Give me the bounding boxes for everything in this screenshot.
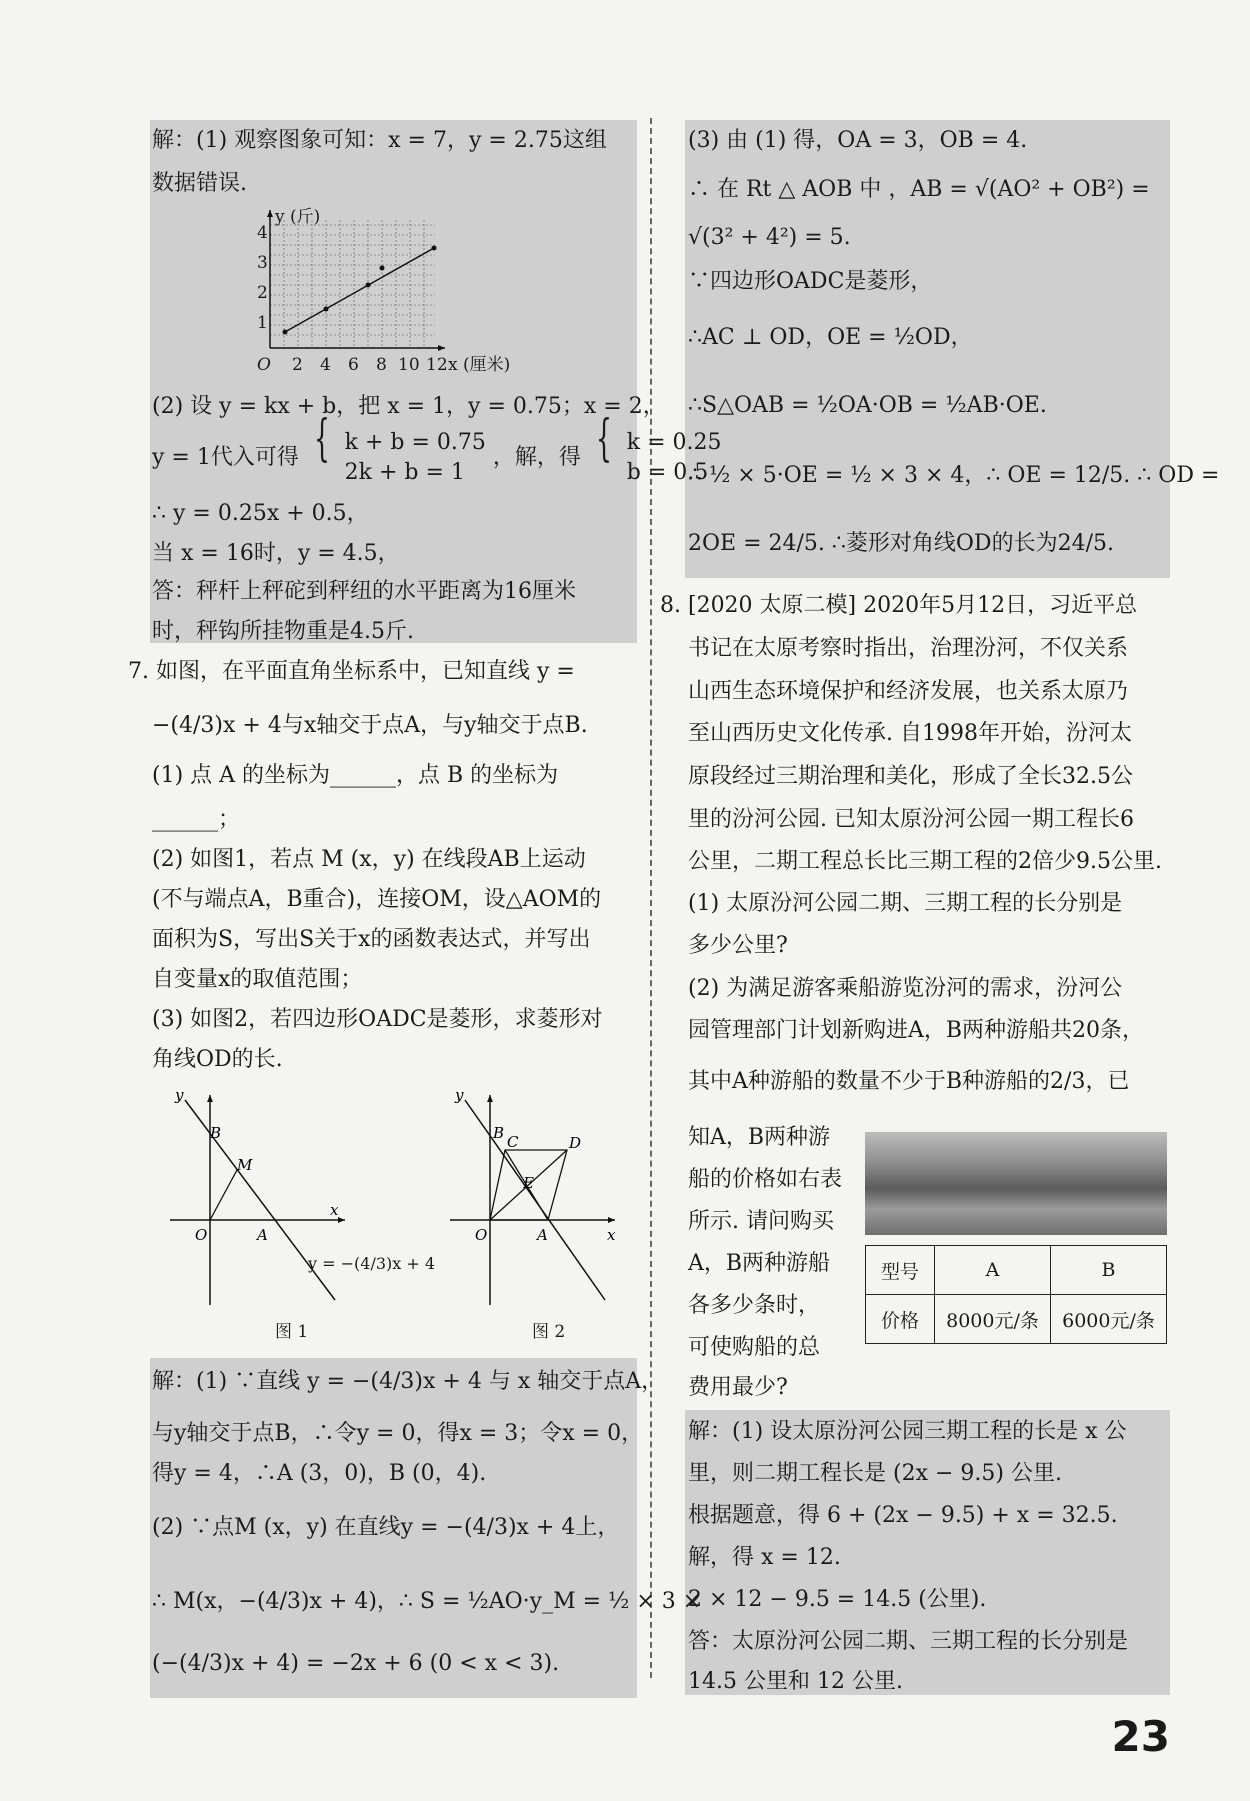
q8-line5: 原段经过三期治理和美化，形成了全长32.5公 [688, 764, 1133, 789]
sol7c-line6: ∴S△OAB = ½OA·OB = ½AB·OE. [688, 393, 1047, 418]
sol8-line4: 解，得 x = 12. [688, 1545, 841, 1570]
q8-line14: 船的价格如右表 [688, 1167, 843, 1192]
graph6-xtick-6: 6 [348, 355, 359, 375]
graph6-xtick-12: 12 [426, 355, 448, 375]
sol8-line6: 答：太原汾河公园二期、三期工程的长分别是 [688, 1629, 1129, 1654]
graph6-xtick-2: 2 [292, 355, 303, 375]
figure2 [445, 1090, 645, 1320]
graph6-ylabel: y (斤) [275, 207, 321, 227]
svg-text:y: y [175, 1090, 184, 1104]
q8-line7: 公里，二期工程总长比三期工程的2倍少9.5公里. [688, 849, 1162, 874]
table-header-b: B [1051, 1246, 1167, 1295]
q8-line19: 费用最少? [688, 1375, 788, 1400]
svg-text:A: A [537, 1226, 548, 1244]
sol6-line4a: y = 1代入可得 [152, 445, 299, 470]
q8-line17: 各多少条时， [688, 1293, 821, 1318]
table-row [866, 1295, 1167, 1344]
q8-line4: 至山西历史文化传承. 自1998年开始，汾河太 [688, 721, 1132, 746]
sol6-line7: 答：秤杆上秤砣到秤纽的水平距离为16厘米 [152, 579, 576, 604]
river-photo [865, 1132, 1167, 1235]
sol7-line2: 与y轴交于点B，∴令y = 0，得x = 3；令x = 0， [152, 1421, 644, 1446]
sol7c-line5: ∴AC ⊥ OD，OE = ½OD， [688, 325, 973, 350]
sol7-line1: 解：(1) ∵直线 y = −(4/3)x + 4 与 x 轴交于点A， [152, 1369, 664, 1394]
system2-brace: { [595, 409, 612, 467]
svg-text:O: O [475, 1226, 488, 1244]
graph6-ytick-1: 1 [257, 313, 268, 333]
figure1-caption: 图 1 [275, 1322, 309, 1342]
sol7-line5: ∴ M(x，−(4/3)x + 4)，∴ S = ½AO·y_M = ½ × 3 × [152, 1589, 702, 1614]
q7-line2: −(4/3)x + 4与x轴交于点A，与y轴交于点B. [152, 713, 588, 738]
q7-line6: (不与端点A，B重合)，连接OM，设△AOM的 [152, 887, 602, 912]
system1-brace: { [313, 409, 330, 467]
sol6-line1: 解：(1) 观察图象可知：x = 7，y = 2.75这组 [152, 128, 607, 153]
sol8-line5: 2 × 12 − 9.5 = 14.5 (公里). [688, 1587, 987, 1612]
system1 [345, 428, 486, 488]
svg-text:C: C [507, 1133, 519, 1151]
table-cell-price-b: 6000元/条 [1051, 1295, 1167, 1344]
q8-line3: 山西生态环境保护和经济发展，也关系太原乃 [688, 679, 1129, 704]
sol7c-line1: (3) 由 (1) 得，OA = 3，OB = 4. [688, 128, 1028, 153]
sol6-line5: ∴ y = 0.25x + 0.5， [152, 501, 369, 526]
graph6-origin: O [257, 355, 271, 375]
sol7-line3: 得y = 4，∴A (3，0)，B (0，4). [152, 1461, 487, 1486]
graph6-xlabel: x (厘米) [448, 355, 511, 375]
svg-text:O: O [195, 1226, 208, 1244]
q7-line3: (1) 点 A 的坐标为______，点 B 的坐标为 [152, 763, 559, 788]
q8-line8: (1) 太原汾河公园二期、三期工程的长分别是 [688, 891, 1123, 916]
graph6-xtick-4: 4 [320, 355, 331, 375]
q7-line7: 面积为S，写出S关于x的函数表达式，并写出 [152, 927, 591, 952]
graph6-ytick-3: 3 [257, 253, 268, 273]
graph6-ytick-4: 4 [257, 223, 268, 243]
table-header-a: A [935, 1246, 1051, 1295]
svg-text:B: B [210, 1124, 222, 1142]
q7-line5: (2) 如图1，若点 M (x，y) 在线段AB上运动 [152, 847, 586, 872]
q8-line16: A，B两种游船 [688, 1251, 831, 1276]
sol6-line4b: ，解，得 [492, 445, 581, 470]
q8-line12: 其中A种游船的数量不少于B种游船的2/3，已 [688, 1069, 1130, 1094]
graph6-xtick-10: 10 [398, 355, 420, 375]
system2-eq1: k = 0.25 [626, 430, 722, 455]
figure2-caption: 图 2 [532, 1322, 566, 1342]
graph6-ytick-2: 2 [257, 283, 268, 303]
q8-line13: 知A，B两种游 [688, 1125, 831, 1150]
table-cell-price-a: 8000元/条 [935, 1295, 1051, 1344]
sol6-line4 [152, 409, 722, 490]
q8-line18: 可使购船的总 [688, 1335, 821, 1360]
svg-text:x: x [330, 1201, 339, 1219]
sol8-line7: 14.5 公里和 12 公里. [688, 1669, 903, 1694]
sol7-line4: (2) ∵点M (x，y) 在直线y = −(4/3)x + 4上， [152, 1515, 620, 1540]
q8-line11: 园管理部门计划新购进A，B两种游船共20条， [688, 1018, 1145, 1043]
svg-text:B: B [493, 1124, 505, 1142]
system2-eq2: b = 0.5 [626, 460, 709, 485]
column-divider [650, 118, 652, 1678]
q7-line1: 7. 如图，在平面直角坐标系中，已知直线 y = [128, 659, 575, 684]
sol6-line2: 数据错误. [152, 171, 247, 196]
table-row [866, 1246, 1167, 1295]
svg-text:A: A [257, 1226, 268, 1244]
table-header-model: 型号 [866, 1246, 935, 1295]
q7-line4: ______； [152, 807, 241, 832]
svg-text:y: y [455, 1090, 464, 1104]
sol7c-line3: √(3² + 4²) = 5. [688, 225, 851, 250]
svg-text:M: M [237, 1156, 253, 1174]
svg-text:D: D [569, 1134, 582, 1152]
table-cell-price-label: 价格 [866, 1295, 935, 1344]
sol6-line8: 时，秤钩所挂物重是4.5斤. [152, 619, 414, 644]
sol8-line1: 解：(1) 设太原汾河公园三期工程的长是 x 公 [688, 1419, 1127, 1444]
sol6-line6: 当 x = 16时，y = 4.5， [152, 541, 400, 566]
q8-line1: 8. [2020 太原二模] 2020年5月12日，习近平总 [660, 593, 1138, 618]
sol7c-line8: 2OE = 24/5. ∴菱形对角线OD的长为24/5. [688, 531, 1114, 556]
svg-text:x: x [607, 1226, 616, 1244]
system1-eq2: 2k + b = 1 [344, 460, 465, 485]
price-table [865, 1245, 1167, 1344]
q8-line15: 所示. 请问购买 [688, 1209, 834, 1234]
sol7c-line2: ∴ 在 Rt △ AOB 中 ，AB = √(AO² + OB²) = [688, 177, 1150, 202]
figure1 [165, 1090, 445, 1320]
q7-line10: 角线OD的长. [152, 1047, 283, 1072]
figure1-equation: y = −(4/3)x + 4 [308, 1254, 436, 1273]
sol6-line3: (2) 设 y = kx + b，把 x = 1，y = 0.75；x = 2， [152, 394, 665, 419]
sol7c-line4: ∵四边形OADC是菱形， [688, 269, 933, 294]
q8-line9: 多少公里? [688, 933, 788, 958]
q8-line6: 里的汾河公园. 已知太原汾河公园一期工程长6 [688, 807, 1134, 832]
system1-eq1: k + b = 0.75 [344, 430, 486, 455]
page-number: 23 [1111, 1712, 1170, 1761]
sol7-line6: (−(4/3)x + 4) = −2x + 6 (0 < x < 3). [152, 1651, 560, 1676]
sol8-line2: 里，则二期工程长是 (2x − 9.5) 公里. [688, 1461, 1062, 1486]
sol7c-line7: ∴ ½ × 5·OE = ½ × 3 × 4，∴ OE = 12/5. ∴ OD = [688, 463, 1220, 488]
q7-line9: (3) 如图2，若四边形OADC是菱形，求菱形对 [152, 1007, 603, 1032]
q8-line2: 书记在太原考察时指出，治理汾河，不仅关系 [688, 636, 1129, 661]
graph6-xtick-8: 8 [376, 355, 387, 375]
svg-text:E: E [523, 1174, 534, 1192]
sol8-line3: 根据题意，得 6 + (2x − 9.5) + x = 32.5. [688, 1503, 1118, 1528]
q8-line10: (2) 为满足游客乘船游览汾河的需求，汾河公 [688, 976, 1123, 1001]
q7-line8: 自变量x的取值范围； [152, 967, 363, 992]
